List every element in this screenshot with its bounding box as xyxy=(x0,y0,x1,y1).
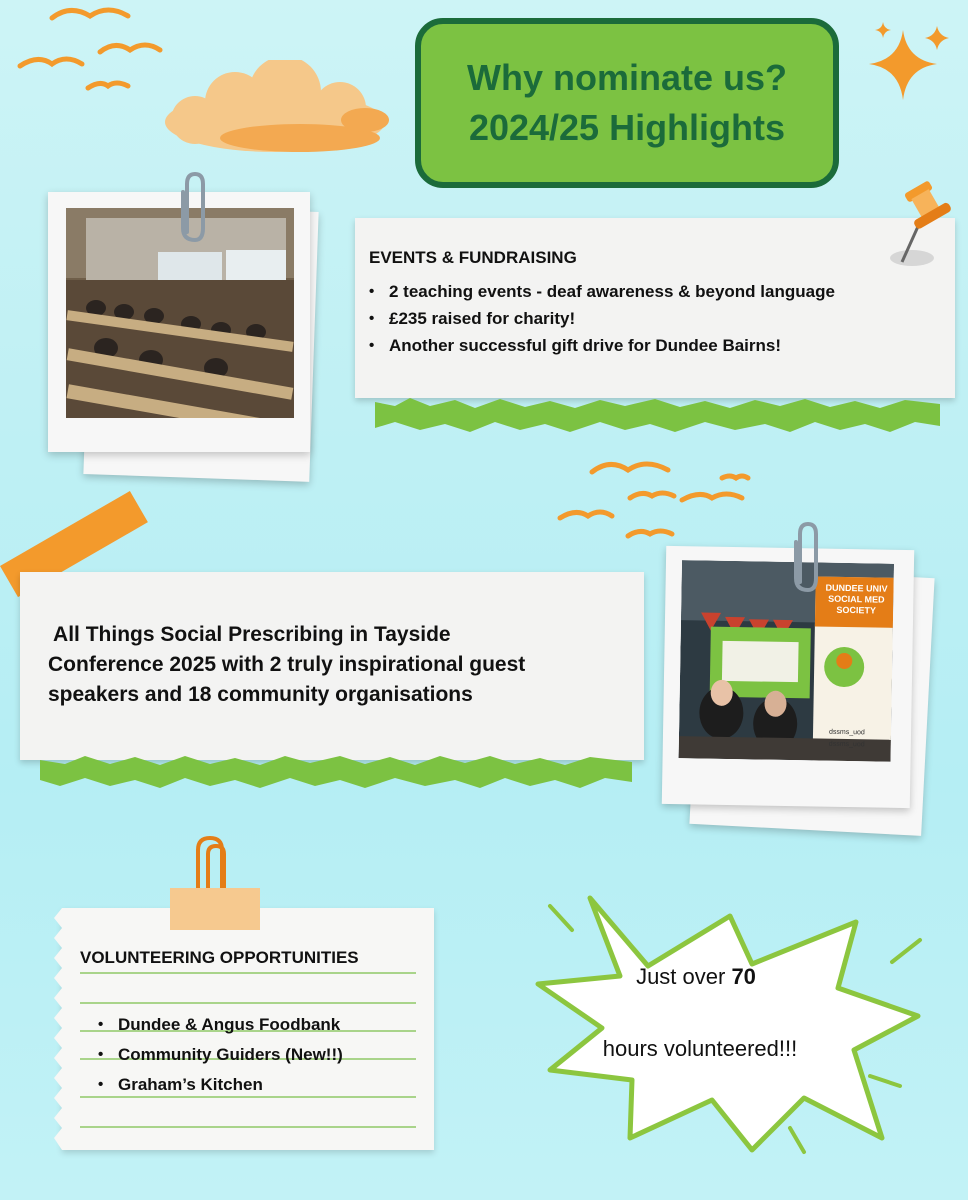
list-item: • Graham’s Kitchen xyxy=(96,1070,343,1100)
bird-icon xyxy=(630,493,674,498)
bird-icon xyxy=(682,494,742,500)
bird-icon xyxy=(100,45,160,52)
events-card xyxy=(355,218,955,398)
bird-icon xyxy=(52,10,128,18)
grass-strip xyxy=(375,396,940,436)
bird-icon xyxy=(722,476,748,478)
bird-icon xyxy=(20,59,82,66)
hours-line-1 xyxy=(596,964,796,990)
hours-prefix: Just over xyxy=(636,964,732,989)
list-item: • Another successful gift drive for Dundee Bairns! xyxy=(367,332,947,359)
page-subtitle: 2024/25 Highlights xyxy=(468,107,786,148)
hours-number: 70 xyxy=(731,964,756,989)
bird-icon xyxy=(628,531,672,536)
notepad-torn-edge xyxy=(50,908,66,1150)
banner-line: DUNDEE UNIV xyxy=(825,582,888,594)
booth-photo xyxy=(679,560,894,762)
conference-card xyxy=(20,572,644,760)
events-heading: EVENTS & FUNDRAISING xyxy=(369,248,577,267)
cloud-icon xyxy=(150,60,400,160)
events-list xyxy=(367,278,947,359)
hours-burst xyxy=(520,880,940,1170)
conference-line: speakers and 18 community organisations xyxy=(48,683,473,706)
list-item: • £235 raised for charity! xyxy=(367,305,947,332)
paper-clip-icon xyxy=(175,170,215,250)
paper-clip-icon xyxy=(788,520,828,600)
push-pin-icon xyxy=(880,172,960,272)
bird-icon xyxy=(592,464,668,472)
conference-line: Conference 2025 with 2 truly inspirational guest xyxy=(48,653,526,676)
booth-handle: dssms_uod xyxy=(828,728,865,737)
volunteering-list xyxy=(96,1010,343,1100)
banner-line: SOCIETY xyxy=(836,604,877,616)
banner-line: SOCIAL MED xyxy=(828,593,885,605)
birds-middle xyxy=(550,450,770,550)
booth-banner-text xyxy=(823,583,890,617)
volunteering-heading: VOLUNTEERING OPPORTUNITIES xyxy=(80,948,359,967)
hours-line-2: hours volunteered!!! xyxy=(602,1036,798,1061)
booth-handle: dssms_uod xyxy=(828,740,865,749)
bird-icon xyxy=(560,512,612,518)
sparkle-icon xyxy=(855,20,955,110)
bird-icon xyxy=(88,83,128,88)
binder-clip-icon xyxy=(168,834,264,934)
list-item: • 2 teaching events - deaf awareness & beyond language xyxy=(367,278,947,305)
conference-line: All Things Social Prescribing in Tayside xyxy=(48,623,451,646)
grass-strip xyxy=(40,752,632,792)
page-title: Why nominate us? xyxy=(466,57,787,98)
conference-text xyxy=(48,620,638,710)
list-item: • Dundee & Angus Foodbank xyxy=(96,1010,343,1040)
volunteering-notepad xyxy=(62,908,434,1150)
title-box xyxy=(415,18,839,188)
list-item: • Community Guiders (New!!) xyxy=(96,1040,343,1070)
